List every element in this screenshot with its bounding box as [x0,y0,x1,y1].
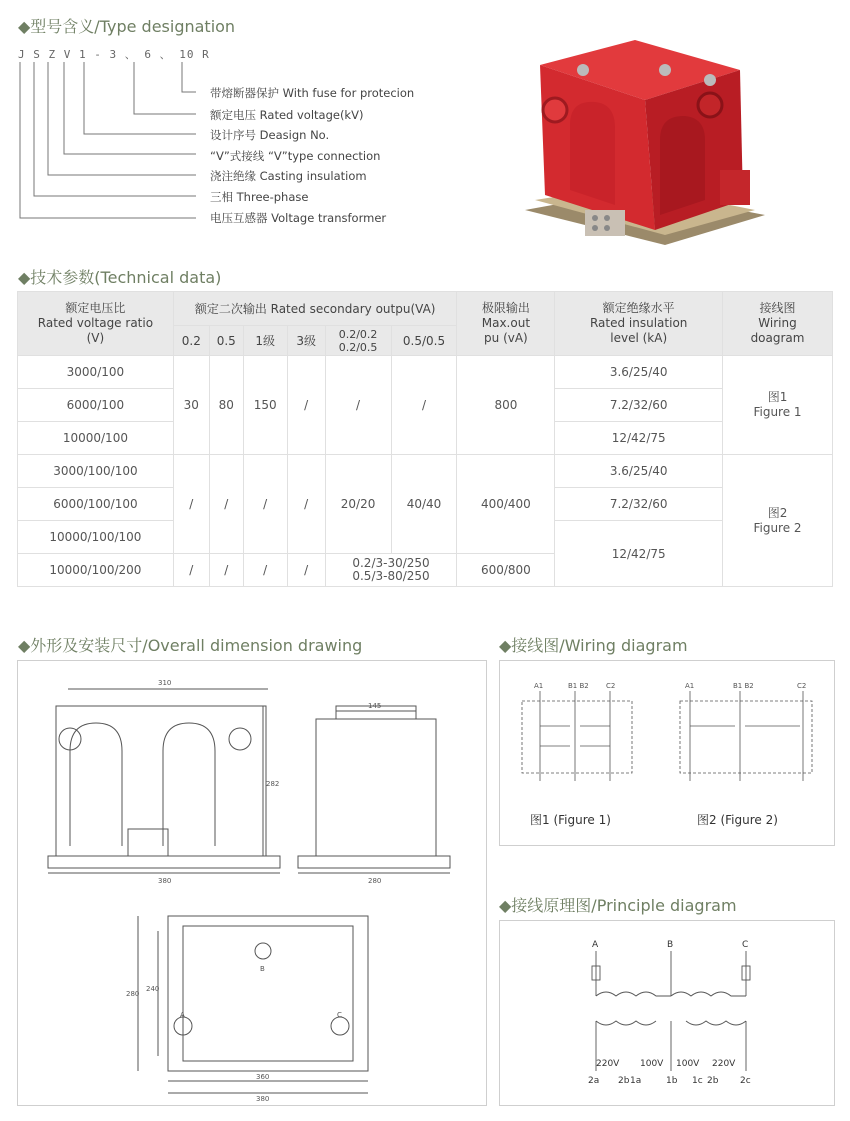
technical-data-title: ◆技术参数(Technical data) [18,268,222,287]
table-cell: 10000/100/100 [18,521,174,554]
dim-label: 380 [256,1095,270,1103]
table-cell: / [391,356,457,455]
table-cell: 3.6/25/40 [555,356,723,389]
principle-diagram-box [499,920,835,1106]
wiring-label: B1 B2 [568,682,589,690]
table-cell: 3000/100/100 [18,455,174,488]
legend-casting: 浇注绝缘 Casting insulatiom [210,169,367,183]
table-cell: 12/42/75 [555,422,723,455]
table-cell: / [173,455,209,554]
header-max: 极限输出 Max.out pu (vA) [457,292,555,356]
header-sub: 0.2/0.2 0.2/0.5 [325,326,391,356]
dim-label: 240 [146,985,160,993]
wiring-diagram-box [499,660,835,846]
table-cell: 400/400 [457,455,555,554]
principle-voltage-label: 220V [596,1059,620,1069]
table-cell: 7.2/32/60 [555,488,723,521]
principle-bottom-label: 1c [692,1076,703,1086]
table-cell: 600/800 [457,554,555,587]
product-photo [515,30,775,260]
principle-bottom-label: 2b [618,1076,630,1086]
dim-label: 380 [158,877,172,885]
legend-voltage: 额定电压 Rated voltage(kV) [210,108,364,122]
header-sub: 0.5/0.5 [391,326,457,356]
table-cell: 图2 Figure 2 [723,455,833,587]
dimension-title: ◆外形及安装尺寸/Overall dimension drawing [18,636,363,655]
figure-1-caption: 图1 (Figure 1) [530,813,611,827]
principle-top-label: A [592,940,599,950]
table-cell: / [173,554,209,587]
table-cell: / [287,554,325,587]
wiring-label: B1 B2 [733,682,754,690]
table-cell: 30 [173,356,209,455]
table-cell: 3000/100 [18,356,174,389]
dim-label: 360 [256,1073,270,1081]
dim-label: 310 [158,679,172,687]
table-cell: 7.2/32/60 [555,389,723,422]
table-cell: 图1 Figure 1 [723,356,833,455]
terminal-label: B [260,965,265,973]
principle-diagram [500,921,836,1107]
table-cell: 6000/100/100 [18,488,174,521]
figure-2-caption: 图2 (Figure 2) [697,813,778,827]
wiring-label: C2 [797,682,807,690]
table-cell: 40/40 [391,455,457,554]
dim-label: 280 [368,877,382,885]
table-cell: 150 [243,356,287,455]
wiring-label: C2 [606,682,616,690]
table-cell: 0.2/3-30/250 0.5/3-80/250 [325,554,457,587]
dim-label: 280 [126,990,140,998]
wiring-label: A1 [534,682,544,690]
header-sub: 3级 [287,326,325,356]
header-sub: 1级 [243,326,287,356]
table-cell: 10000/100/200 [18,554,174,587]
header-sub: 0.5 [209,326,243,356]
table-cell: 10000/100 [18,422,174,455]
wiring-figure-1 [510,676,660,786]
table-cell: / [209,554,243,587]
principle-voltage-label: 100V [640,1059,664,1069]
principle-top-label: B [667,940,674,950]
dimension-drawing [18,661,488,1107]
principle-bottom-label: 1a [630,1076,642,1086]
legend-v-connection: “V”式接线 “V”type connection [210,149,381,163]
header-ratio: 额定电压比 Rated voltage ratio (V) [18,292,174,356]
wiring-title: ◆接线图/Wiring diagram [499,636,688,655]
legend-three-phase: 三相 Three-phase [210,190,309,204]
model-code: J S Z V 1 - 3 、 6 、 10 R [18,48,210,61]
dimension-drawing-box [17,660,487,1106]
principle-title: ◆接线原理图/Principle diagram [499,896,737,915]
table-cell: 80 [209,356,243,455]
type-designation-title: ◆型号含义/Type designation [18,17,236,36]
technical-data-table [17,291,833,587]
terminal-label: A [180,1011,185,1019]
principle-bottom-label: 2a [588,1076,600,1086]
designation-leader-lines [14,58,234,238]
header-insulation: 额定绝缘水平 Rated insulation level (kA) [555,292,723,356]
table-cell: / [287,455,325,554]
legend-fuse: 带熔断器保护 With fuse for protecion [210,86,415,100]
wiring-figure-2 [675,676,825,786]
principle-bottom-label: 2c [740,1076,751,1086]
wiring-label: A1 [685,682,695,690]
legend-voltage-transformer: 电压互感器 Voltage transformer [210,211,387,225]
table-cell: / [243,554,287,587]
table-cell: 12/42/75 [555,521,723,587]
table-cell: / [325,356,391,455]
dim-label: 145 [368,702,382,710]
header-wiring: 接线图 Wiring doagram [723,292,833,356]
principle-bottom-label: 2b [707,1076,719,1086]
table-cell: / [209,455,243,554]
table-cell: / [243,455,287,554]
table-cell: 6000/100 [18,389,174,422]
dim-label: 282 [266,780,280,788]
principle-top-label: C [742,940,749,950]
table-cell: 3.6/25/40 [555,455,723,488]
table-cell: / [287,356,325,455]
table-cell: 800 [457,356,555,455]
table-cell: 20/20 [325,455,391,554]
principle-voltage-label: 100V [676,1059,700,1069]
principle-voltage-label: 220V [712,1059,736,1069]
principle-bottom-label: 1b [666,1076,678,1086]
header-sub: 0.2 [173,326,209,356]
terminal-label: C [337,1011,342,1019]
legend-design-no: 设计序号 Deasign No. [210,128,330,142]
header-secondary: 额定二次输出 Rated secondary outpu(VA) [173,292,457,326]
